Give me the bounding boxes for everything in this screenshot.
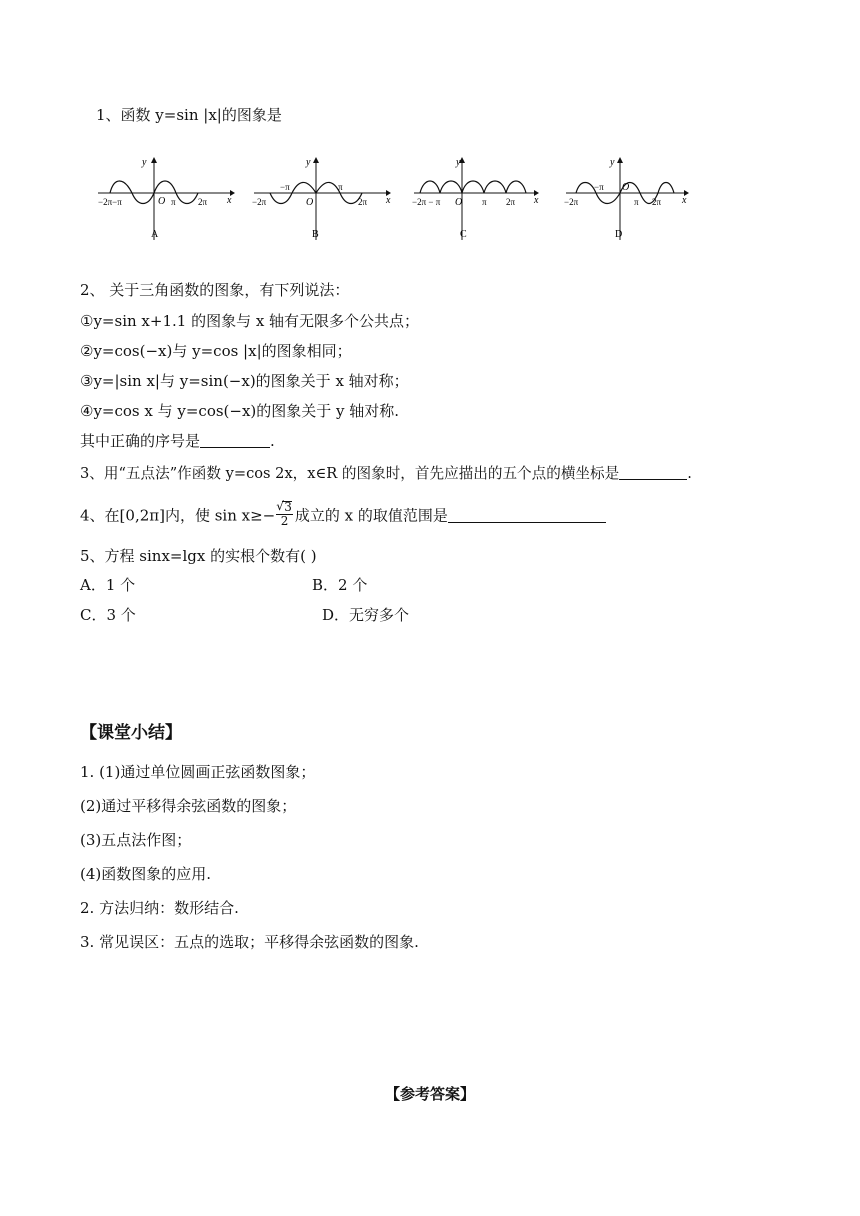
- y-label: y: [610, 157, 615, 168]
- origin-label: O: [622, 182, 630, 193]
- q4-fraction: √ 3 2: [276, 499, 292, 528]
- tick-left: −2π: [564, 197, 579, 207]
- summary-line-5: 2. 方法归纳：数形结合.: [80, 899, 239, 917]
- graph-c: [410, 155, 550, 249]
- x-label: x: [227, 195, 232, 206]
- graph-d: [562, 155, 702, 249]
- q4-answer-blank[interactable]: [448, 508, 606, 523]
- q4-frac-den: 2: [280, 514, 289, 528]
- summary-line-3: (3)五点法作图；: [80, 831, 192, 849]
- summary-line-6: 3. 常见误区：五点的选取；平移得余弦函数的图象.: [80, 933, 419, 951]
- curve: [420, 181, 526, 193]
- q2-item-3: ③y=|sin x|与 y=sin(−x)的图象关于 x 轴对称；: [80, 372, 409, 390]
- q3-text: 3、用“五点法”作函数 y=cos 2x，x∈R 的图象时，首先应描出的五个点的横坐标是: [80, 465, 620, 482]
- tick-2pi: 2π: [358, 197, 368, 207]
- q3-line: [80, 464, 692, 484]
- q2-answer-line: [80, 431, 275, 451]
- q1-text: 1、函数 y=sin |x|的图象是: [96, 106, 282, 124]
- q2-item-2: ②y=cos(−x)与 y=cos |x|的图象相同；: [80, 342, 352, 360]
- tick-2pi: 2π: [198, 197, 208, 207]
- tick-pi: π: [171, 197, 176, 207]
- tick-upper-left: −π: [280, 182, 290, 192]
- y-label: y: [456, 157, 461, 168]
- summary-line-4: (4)函数图象的应用.: [80, 865, 212, 883]
- graph-label: D: [615, 229, 623, 240]
- q4-frac-num: 3: [284, 500, 292, 514]
- tick-pi: π: [482, 197, 487, 207]
- graph-b: [250, 155, 400, 249]
- graph-label: B: [312, 229, 319, 240]
- q5-option-a[interactable]: A．1 个: [80, 576, 136, 594]
- q4-line: [80, 499, 606, 530]
- tick-2pi: 2π: [652, 197, 662, 207]
- summary-heading: 【课堂小结】: [80, 723, 182, 743]
- tick-upper-right: π: [338, 182, 343, 192]
- q3-answer-blank[interactable]: [619, 465, 687, 480]
- tick-pi: π: [634, 197, 639, 207]
- q5-option-c[interactable]: C．3 个: [80, 606, 136, 624]
- tick-left: −2π: [252, 197, 267, 207]
- q5-text: 5、方程 sinx=lgx 的实根个数有( ): [80, 547, 317, 565]
- summary-line-1: 1. (1)通过单位圆画正弦函数图象；: [80, 763, 316, 781]
- tick-upper-left: −π: [594, 182, 604, 192]
- tick-left: −2π−π: [98, 197, 122, 207]
- graph-a: [94, 155, 239, 249]
- tick-2pi: 2π: [506, 197, 516, 207]
- q2-answer-blank[interactable]: [200, 433, 270, 448]
- origin-label: O: [158, 196, 166, 207]
- origin-label: O: [455, 197, 463, 208]
- graph-label: C: [460, 229, 467, 240]
- x-label: x: [386, 195, 391, 206]
- y-label: y: [142, 157, 147, 168]
- x-label: x: [534, 195, 539, 206]
- q5-option-d[interactable]: D．无穷多个: [322, 606, 410, 624]
- origin-label: O: [306, 197, 314, 208]
- x-label: x: [682, 195, 687, 206]
- q2-answer-suffix: .: [270, 432, 275, 450]
- q5-option-b[interactable]: B．2 个: [312, 576, 368, 594]
- graph-label: A: [151, 229, 159, 240]
- q3-suffix: .: [687, 465, 692, 482]
- q4-suffix: 成立的 x 的取值范围是: [294, 506, 448, 525]
- summary-line-2: (2)通过平移得余弦函数的图象；: [80, 797, 297, 815]
- q2-answer-prefix: 其中正确的序号是: [80, 432, 201, 450]
- tick-left: −2π − π: [412, 197, 441, 207]
- q2-item-4: ④y=cos x 与 y=cos(−x)的图象关于 y 轴对称.: [80, 402, 400, 420]
- y-label: y: [306, 157, 311, 168]
- q2-intro: 2、 关于三角函数的图象，有下列说法：: [80, 281, 350, 299]
- q4-prefix: 4、在[0,2π]内，使 sin x≥−: [80, 506, 276, 525]
- q2-item-1: ①y=sin x+1.1 的图象与 x 轴有无限多个公共点；: [80, 312, 420, 330]
- answers-heading: 【参考答案】: [384, 1085, 475, 1103]
